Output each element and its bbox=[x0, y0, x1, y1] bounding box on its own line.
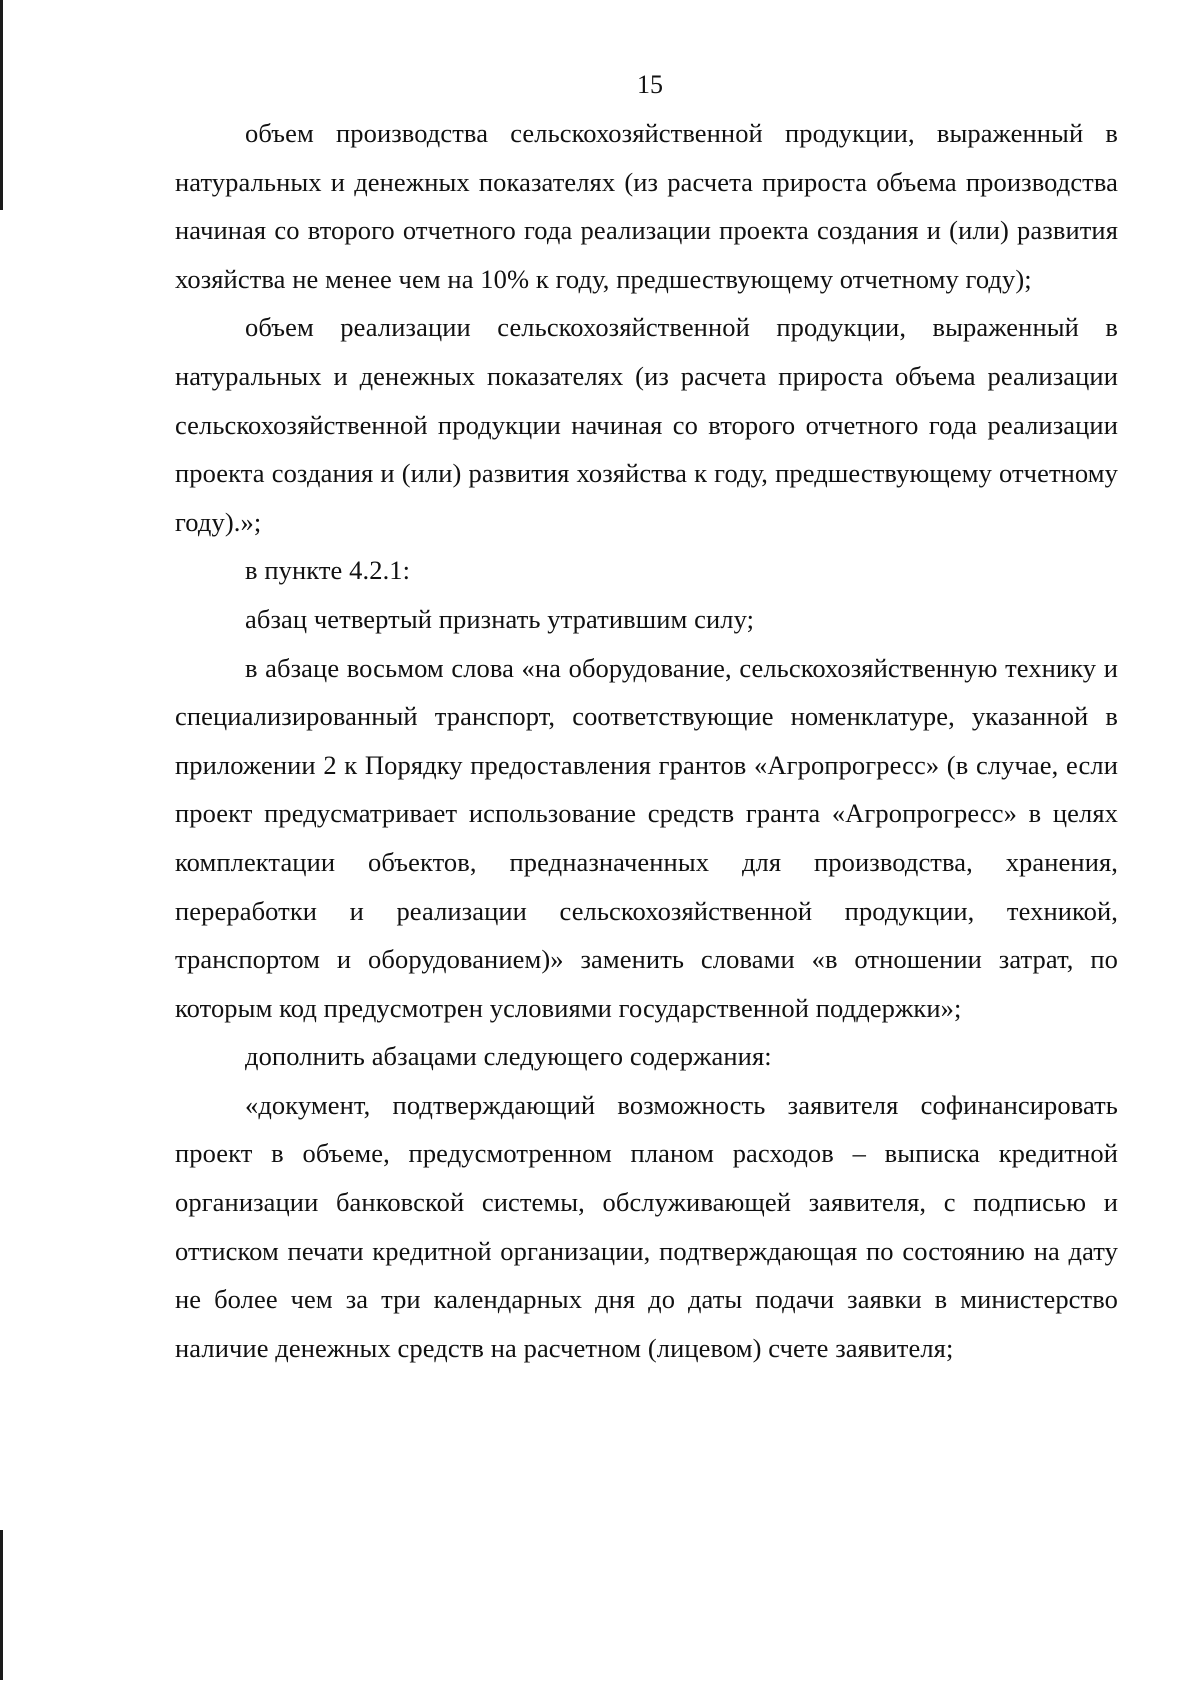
paragraph: объем производства сельскохозяйственной продукции, выраженный в натуральных и денежных показателях (из расчета прироста объема производства начиная со второго отчетного года реализации проекта создания и (или) развития хозяйства не менее чем на 10% к году, предшествующему отчетному году); bbox=[175, 118, 1118, 294]
page-number: 15 bbox=[637, 70, 663, 99]
paragraph: в пункте 4.2.1: bbox=[245, 555, 411, 586]
scan-edge-bottom bbox=[0, 1530, 3, 1680]
paragraph: «документ, подтверждающий возможность заявителя софинансировать проект в объеме, предусмотренном планом расходов – выписка кредитной организации банковской системы, обслуживающей заявителя, с подписью и оттиском печати кредитной организации, подтверждающая по состоянию на дату не более чем за три календарных дня до даты подачи заявки в министерство наличие денежных средств на расчетном (лицевом) счете заявителя; bbox=[175, 1089, 1118, 1363]
paragraph: объем реализации сельскохозяйственной продукции, выраженный в натуральных и денежных показателях (из расчета прироста объема реализации сельскохозяйственной продукции начиная со второго отчетного года реализации проекта создания и (или) развития хозяйства к году, предшествующему отчетному году).»; bbox=[175, 312, 1118, 537]
paragraph: абзац четвертый признать утратившим силу; bbox=[245, 603, 755, 634]
scan-edge-top bbox=[0, 0, 3, 210]
document-body bbox=[175, 109, 1118, 1372]
paragraph: в абзаце восьмом слова «на оборудование, сельскохозяйственную технику и специализированный транспорт, соответствующие номенклатуре, указанной в приложении 2 к Порядку предоставления грантов «Агропрогресс» (в случае, если проект предусматривает использование средств гранта «Агропрогресс» в целях комплектации объектов, предназначенных для производства, хранения, переработки и реализации сельскохозяйственной продукции, техникой, транспортом и оборудованием)» заменить словами «в отношении затрат, по которым код предусмотрен условиями государственной поддержки»; bbox=[175, 652, 1118, 1023]
paragraph: дополнить абзацами следующего содержания: bbox=[245, 1041, 772, 1072]
